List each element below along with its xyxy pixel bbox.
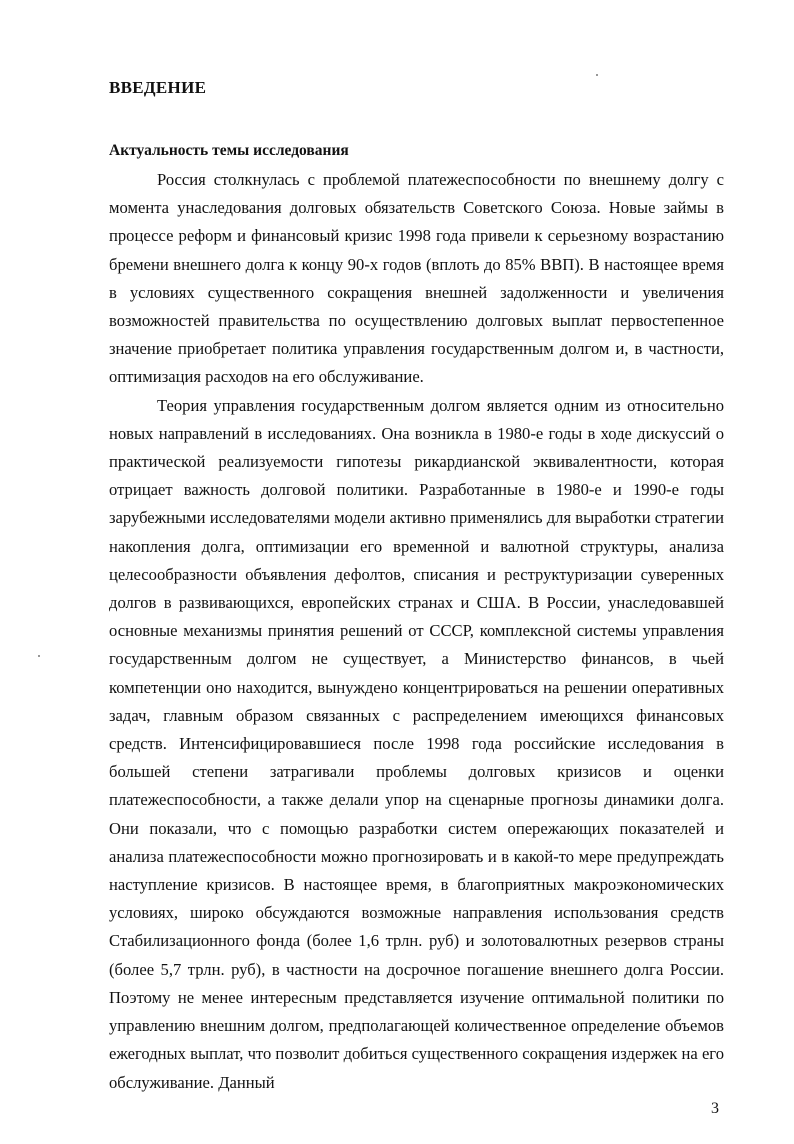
- scan-speck: [596, 74, 598, 76]
- body-text: [109, 166, 724, 1097]
- page-number: 3: [711, 1100, 719, 1117]
- paragraph-2: Теория управления государственным долгом является одним из относительно новых направлений в исследованиях. Она возникла в 1980-е годы в ходе дискуссий о практической реализуемости гипотезы рикардианской эквивалентности, которая отрицает важность долговой политики. Разработанные в 1980-е и 1990-е годы зарубежными исследователями модели активно применялись для выработки стратегии накопления долга, оптимизации его временной и валютной структуры, анализа целесообразности объявления дефолтов, списания и реструктуризации суверенных долгов в развивающихся, европейских странах и США. В России, унаследовавшей основные механизмы принятия решений от СССР, комплексной системы управления государственным долгом не существует, а Министерство финансов, в чьей компетенции оно находится, вынуждено концентрироваться на решении оперативных задач, главным образом связанных с распределением имеющихся финансовых средств. Интенсифицировавшиеся после 1998 года российские исследования в большей степени затрагивали проблемы долговых кризисов и оценки платежеспособности, а также делали упор на сценарные прогнозы динамики долга. Они показали, что с помощью разработки систем опережающих показателей и анализа платежеспособности можно прогнозировать и в какой-то мере предупреждать наступление кризисов. В настоящее время, в благоприятных макроэкономических условиях, широко обсуждаются возможные направления использования средств Стабилизационного фонда (более 1,6 трлн. руб) и золотовалютных резервов страны (более 5,7 трлн. руб), в частности на досрочное погашение внешнего долга России. Поэтому не менее интересным представляется изучение оптимальной политики по управлению внешним долгом, предполагающей количественное определение объемов ежегодных выплат, что позволит добиться существенного сокращения издержек на его обслуживание. Данный: [109, 395, 724, 1092]
- subsection-heading: Актуальность темы исследования: [109, 142, 349, 159]
- section-heading: ВВЕДЕНИЕ: [109, 78, 207, 97]
- paragraph-1: Россия столкнулась с проблемой платежеспособности по внешнему долгу с момента унаследования долговых обязательств Советского Союза. Новые займы в процессе реформ и финансовый кризис 1998 года привели к серьезному возрастанию бремени внешнего долга к концу 90-х годов (вплоть до 85% ВВП). В настоящее время в условиях существенного сокращения внешней задолженности и увеличения возможностей правительства по осуществлению долговых выплат первостепенное значение приобретает политика управления государственным долгом и, в частности, оптимизация расходов на его обслуживание.: [109, 170, 724, 387]
- scan-speck: [38, 655, 40, 657]
